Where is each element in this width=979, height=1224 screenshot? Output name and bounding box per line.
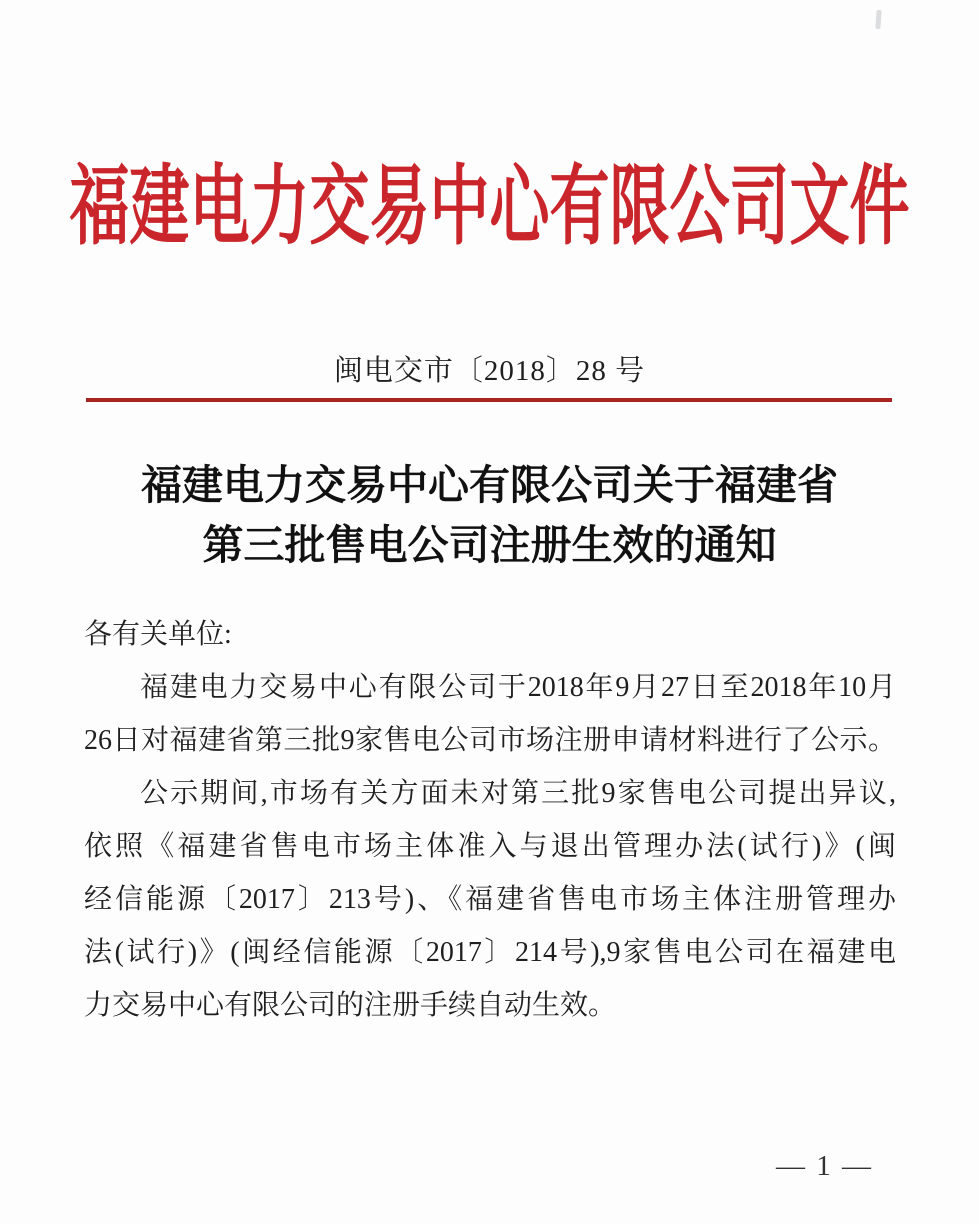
doc-title-line-1: 福建电力交易中心有限公司关于福建省: [141, 462, 838, 508]
body-line: 法(试行)》(闽经信能源〔2017〕214号),9家售电公司在福建电: [84, 937, 896, 968]
body-line: 力交易中心有限公司的注册手续自动生效。: [84, 990, 617, 1021]
body-text: [84, 608, 896, 1032]
red-divider-line: [86, 398, 892, 402]
doc-title: [0, 455, 979, 575]
scan-artifact: [875, 10, 881, 29]
doc-number: 闽电交市〔2018〕28 号: [333, 355, 646, 387]
page-number: — 1 —: [776, 1150, 873, 1182]
body-line: 公示期间,市场有关方面未对第三批9家售电公司提出异议,: [140, 778, 896, 809]
agency-header-title: 福建电力交易中心有限公司文件: [69, 158, 910, 255]
body-line: 26日对福建省第三批9家售电公司市场注册申请材料进行了公示。: [84, 725, 896, 756]
doc-title-line-2: 第三批售电公司注册生效的通知: [202, 522, 777, 568]
body-line: 福建电力交易中心有限公司于2018年9月27日至2018年10月: [140, 672, 896, 703]
body-line: 依照《福建省售电市场主体准入与退出管理办法(试行)》(闽: [84, 831, 896, 862]
salutation: 各有关单位:: [84, 619, 232, 650]
body-line: 经信能源〔2017〕213号)、《福建省售电市场主体注册管理办: [84, 884, 896, 915]
